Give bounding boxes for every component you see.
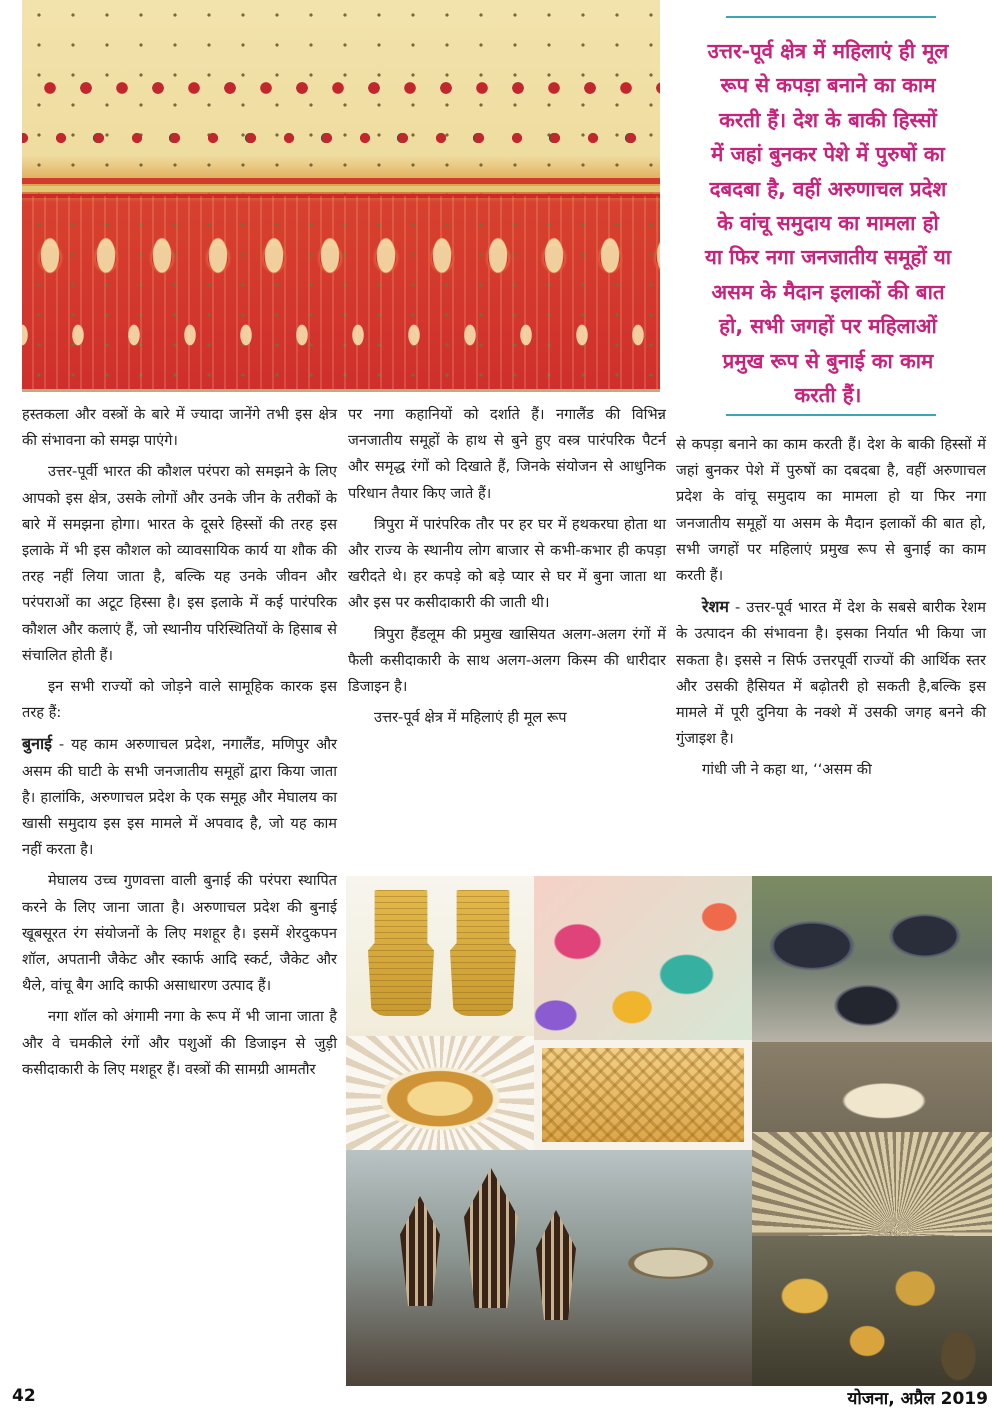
cane-chair: [450, 890, 516, 1016]
cane-chairs-photo: [346, 876, 534, 1036]
cane-chair: [368, 890, 434, 1016]
pull-quote-line: में जहां बुनकर पेशे में पुरुषों का: [711, 142, 945, 167]
article-column-2: [348, 402, 666, 731]
pull-quote-line: के वांचू समुदाय का मामला हो: [717, 211, 939, 236]
pull-quote-line: या फिर नगा जनजातीय समूहों या: [704, 245, 952, 270]
paragraph: से कपड़ा बनाने का काम करती हैं। देश के बाकी हिस्सों में जहां बुनकर पेशे में पुरुषों का दबदबा है, वहीं अरुणाचल प्रदेश के वांचू समुदाय का मामला हो या फिर नगा जनजातीय समूहों या असम के मैदान इलाकों की बात हो, सभी जगहों पर महिलाएं प्रमुख रूप से बुनाई का काम करती हैं।: [676, 436, 986, 585]
bamboo-lamps-photo: [346, 1150, 752, 1386]
saree-textile-photo: [22, 0, 660, 392]
pull-quote-line: हो, सभी जगहों पर महिलाओं: [719, 314, 937, 339]
paragraph: उत्तर-पूर्व क्षेत्र में महिलाएं ही मूल रूप: [374, 709, 567, 727]
paragraph: पर नगा कहानियों को दर्शाते हैं। नगालैंड की विभिन्न जनजातीय समूहों के हाथ से बुने हुए वस्त्र पारंपरिक पैटर्न और समृद्ध रंगों को दिखाते हैं, जिनके संयोजन से आधुनिक परिधान तैयार किए जाते हैं।: [348, 406, 666, 502]
page-number: 42: [12, 1386, 36, 1406]
pull-quote-text: [668, 34, 988, 412]
paragraph: त्रिपुरा हैंडलूम की प्रमुख खासियत अलग-अलग रंगों में फैली कसीदाकारी के साथ अलग-अलग किस्म की धारीदार डिजाइन है।: [348, 625, 666, 696]
paragraph: नगा शॉल को अंगामी नगा के रूप में भी जाना जाता है और वे चमकीले रंगों और पशुओं की डिजाइन से जुड़ी कसीदाकारी के लिए मशहूर हैं। वस्त्रों की सामग्री आमतौर: [22, 1008, 337, 1078]
hanging-lamp: [400, 1196, 440, 1306]
woven-baskets-photo: [752, 1236, 992, 1386]
colorful-baskets-photo: [534, 876, 752, 1040]
subhead-silk: रेशम: [702, 597, 729, 617]
publication-footer: योजना, अप्रैल 2019: [847, 1389, 988, 1409]
pull-quote-line: प्रमुख रूप से बुनाई का काम: [722, 348, 934, 373]
rectangular-cane-tray-photo: [534, 1040, 752, 1150]
subhead-weaving: बुनाई: [22, 734, 53, 754]
round-cane-tray-photo: [346, 1036, 534, 1150]
paragraph-silk: [676, 594, 986, 752]
pull-quote-line: करती हैं।: [794, 383, 862, 408]
paragraph: उत्तर-पूर्वी भारत की कौशल परंपरा को समझने के लिए आपको इस क्षेत्र, उसके लोगों और उनके जीन के तरीकों के बारे में समझना होगा। भारत के दूसरे हिस्सों की तरह इस इलाके में भी इस कौशल को व्यावसायिक कार्य या शौक की तरह नहीं लिया जाता है, बल्कि यह उनके जीवन और परंपराओं का अटूट हिस्सा है। इस इलाके में कई पारंपरिक कौशल और कलाएं हैं, जो स्थानीय परिस्थितियों के हिसाब से संचालित होती हैं।: [22, 463, 337, 664]
paragraph: गांधी जी ने कहा था, ‘‘असम की: [702, 761, 872, 779]
pull-quote-line: असम के मैदान इलाकों की बात: [711, 279, 945, 304]
paragraph: मेघालय उच्च गुणवत्ता वाली बुनाई की परंपरा स्थापित करने के लिए जाना जाता है। अरुणाचल प्रदेश की बुनाई खूबसूरत रंग संयोजनों के लिए मशहूर है। इसमें शेरदुकपन शॉल, अपतानी जैकेट और स्कार्फ आदि स्कर्ट, जैकेट और थैले, वांचू बैग आदि काफी असाधारण उत्पाद हैं।: [22, 872, 337, 995]
cane-sofa-set-photo: [752, 876, 992, 1042]
article-column-1: [22, 402, 337, 1083]
pull-quote-line: दबदबा है, वहीं अरुणाचल प्रदेश: [709, 176, 947, 201]
paragraph: त्रिपुरा में पारंपरिक तौर पर हर घर में हथकरघा होता था और राज्य के स्थानीय लोग बाजार से कभी-कभार ही कपड़ा खरीदते थे। हर कपड़े को बड़े प्यार से घर में बुना जाता था और इस पर कसीदाकारी की जाती थी।: [348, 515, 666, 612]
hanging-lamp: [464, 1168, 518, 1308]
bamboo-hats-photo: [752, 1042, 992, 1238]
article-column-3: [676, 432, 986, 784]
paragraph-weaving: [22, 731, 337, 863]
pull-quote-line: करती हैं। देश के बाकी हिस्सों: [719, 107, 937, 132]
paragraph: इन सभी राज्यों को जोड़ने वाले सामूहिक कारक इस तरह हैं:: [22, 678, 337, 722]
pull-quote-line: रूप से कपड़ा बनाने का काम: [720, 73, 936, 98]
pull-quote-line: उत्तर-पूर्व क्षेत्र में महिलाएं ही मूल: [707, 39, 949, 63]
paragraph-text: - उत्तर-पूर्व भारत में देश के सबसे बारीक रेशम के उत्पादन की संभावना है। इसका निर्यात भी किया जा सकता है। इससे न सिर्फ उत्तरपूर्वी राज्यों की आर्थिक स्तर और उसकी हैसियत में बढ़ोतरी हो सकती है,बल्कि इस मामले में पूरी दुनिया के नक्शे में उसकी जगह बनने की गुंजाइश है।: [676, 599, 986, 748]
paragraph: हस्तकला और वस्त्रों के बारे में ज्यादा जानेंगे तभी इस क्षेत्र की संभावना को समझ पाएंगे।: [22, 406, 337, 450]
pull-quote-top-rule: [726, 16, 936, 18]
paragraph-text: - यह काम अरुणाचल प्रदेश, नगालैंड, मणिपुर और असम की घाटी के सभी जनजातीय समूहों द्वारा किया जाता है। हालांकि, अरुणाचल प्रदेश के एक समूह और मेघालय का खासी समुदाय इस इस मामले में अपवाद है, जो यह काम नहीं करता है।: [22, 736, 337, 859]
pull-quote: [668, 12, 988, 416]
hanging-lamp: [536, 1210, 576, 1320]
pull-quote-bottom-rule: [726, 414, 936, 416]
